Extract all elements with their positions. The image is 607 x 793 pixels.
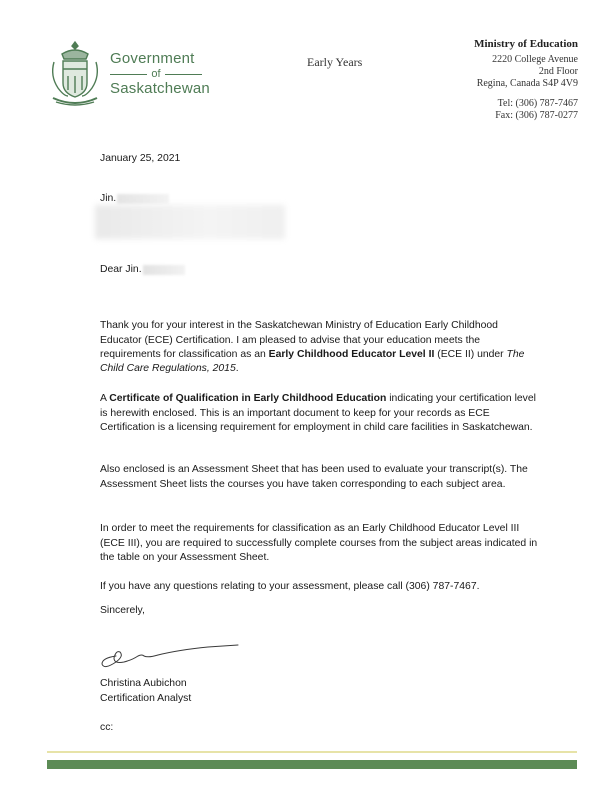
redacted-text bbox=[117, 194, 169, 204]
salutation-text: Dear Jin. bbox=[100, 264, 142, 275]
ministry-address-block bbox=[474, 38, 578, 122]
footer-rule-green bbox=[47, 760, 577, 769]
paragraph-eligibility: Thank you for your interest in the Saskatchewan Ministry of Education Early Childhood Educator (ECE) Certification. I am pleased to advise that your education meets the requirements for classification as an Early Childhood Educator Level II (ECE II) under The Child Care Regulations, 2015. bbox=[100, 320, 525, 374]
closing: Sincerely, bbox=[100, 605, 145, 616]
gov-line-government: Government bbox=[110, 50, 195, 67]
signature-icon bbox=[98, 634, 248, 670]
government-wordmark bbox=[110, 50, 210, 97]
signer-block bbox=[100, 676, 191, 706]
divider bbox=[165, 74, 202, 75]
government-logo bbox=[48, 40, 208, 108]
paragraph-contact: If you have any questions relating to your assessment, please call (306) 787-7467. bbox=[100, 581, 480, 593]
ministry-title: Ministry of Education bbox=[474, 38, 578, 50]
cc-line: cc: bbox=[100, 722, 114, 733]
division-name: Early Years bbox=[307, 55, 363, 69]
signer-name: Christina Aubichon bbox=[100, 678, 187, 689]
gov-line-of bbox=[110, 68, 202, 80]
divider bbox=[110, 74, 147, 75]
signer-title: Certification Analyst bbox=[100, 693, 192, 704]
redacted-text bbox=[143, 265, 185, 275]
recipient-name bbox=[100, 193, 169, 204]
gov-line-saskatchewan: Saskatchewan bbox=[110, 80, 210, 97]
address-line: Regina, Canada S4P 4V9 bbox=[476, 78, 578, 89]
letter-date: January 25, 2021 bbox=[100, 153, 181, 164]
footer-rule-yellow bbox=[47, 751, 577, 753]
paragraph-ece-iii-requirements: In order to meet the requirements for classification as an Early Childhood Educator Level III (ECE III), you are required to successfully complete courses from the subject areas indicated in the table on your Assessment Sheet. bbox=[100, 523, 538, 563]
address-line: 2nd Floor bbox=[538, 66, 578, 77]
recipient-name-text: Jin. bbox=[100, 193, 117, 204]
redacted-address bbox=[95, 205, 285, 239]
paragraph-assessment-sheet: Also enclosed is an Assessment Sheet that has been used to evaluate your transcript(s). The Assessment Sheet lists the courses you have taken corresponding to each subject area. bbox=[100, 464, 528, 490]
gov-of-text: of bbox=[151, 68, 161, 80]
saskatchewan-crest-icon bbox=[48, 40, 102, 106]
phone-number: Tel: (306) 787-7467 bbox=[497, 98, 578, 109]
address-line: 2220 College Avenue bbox=[492, 54, 578, 65]
fax-number: Fax: (306) 787-0277 bbox=[495, 110, 578, 121]
paragraph-certificate: A Certificate of Qualification in Early Childhood Education indicating your certification level is herewith enclosed. This is an important document to keep for your records as ECE Certification is a licensing requirement for employment in child care facilities in Saskatchewan. bbox=[100, 393, 536, 433]
salutation bbox=[100, 264, 185, 275]
